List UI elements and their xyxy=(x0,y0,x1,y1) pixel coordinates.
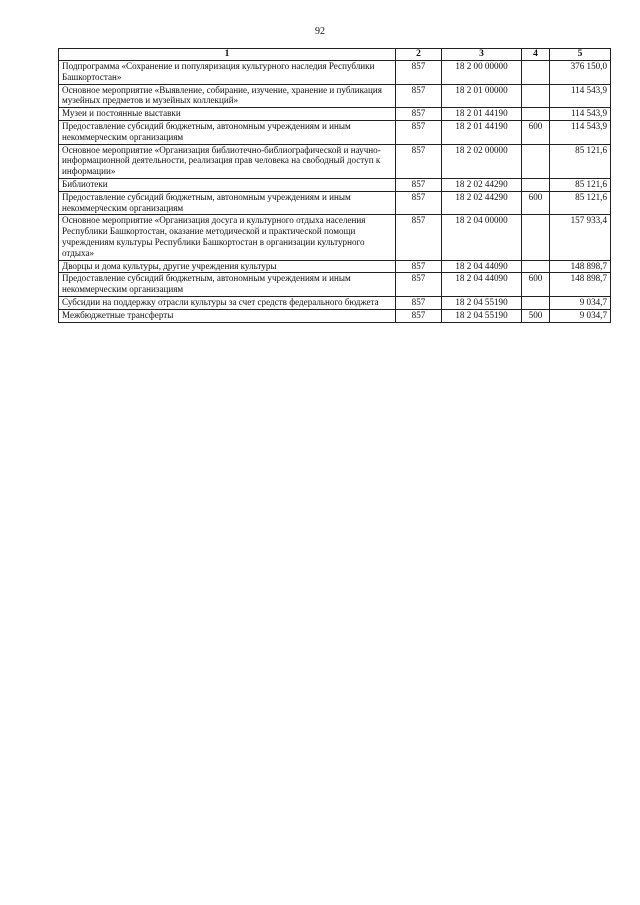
row-cs-cell: 18 2 02 44290 xyxy=(442,178,522,191)
row-gr-cell: 857 xyxy=(396,61,442,85)
row-sum-cell: 85 121,6 xyxy=(550,144,611,178)
row-cs-cell: 18 2 04 44090 xyxy=(442,273,522,297)
row-vr-cell xyxy=(522,84,550,108)
row-name-cell: Субсидии на поддержку отрасли культуры за счет средств федерального бюджета xyxy=(59,296,396,309)
row-cs-cell: 18 2 02 00000 xyxy=(442,144,522,178)
row-cs-cell: 18 2 04 55190 xyxy=(442,309,522,322)
row-name-cell: Подпрограмма «Сохранение и популяризация культурного наследия Республики Башкортостан» xyxy=(59,61,396,85)
row-cs-cell: 18 2 04 55190 xyxy=(442,296,522,309)
row-name-cell: Основное мероприятие «Организация библиотечно-библиографической и научно-информационной деятельности, реализация прав человека на свободный доступ к информации» xyxy=(59,144,396,178)
header-cell-vr: 4 xyxy=(522,49,550,61)
table-row xyxy=(59,178,611,191)
row-sum-cell: 114 543,9 xyxy=(550,108,611,121)
row-cs-cell: 18 2 04 00000 xyxy=(442,215,522,260)
row-vr-cell xyxy=(522,296,550,309)
row-name-cell: Предоставление субсидий бюджетным, автономным учреждениям и иным некоммерческим организациям xyxy=(59,191,396,215)
row-sum-cell: 114 543,9 xyxy=(550,84,611,108)
row-vr-cell: 600 xyxy=(522,191,550,215)
page-number: 92 xyxy=(315,26,325,37)
row-gr-cell: 857 xyxy=(396,309,442,322)
row-gr-cell: 857 xyxy=(396,273,442,297)
row-sum-cell: 148 898,7 xyxy=(550,273,611,297)
row-vr-cell xyxy=(522,61,550,85)
row-cs-cell: 18 2 02 44290 xyxy=(442,191,522,215)
row-sum-cell: 9 034,7 xyxy=(550,296,611,309)
row-name-cell: Музеи и постоянные выставки xyxy=(59,108,396,121)
row-sum-cell: 9 034,7 xyxy=(550,309,611,322)
row-vr-cell: 600 xyxy=(522,120,550,144)
row-name-cell: Библиотеки xyxy=(59,178,396,191)
row-sum-cell: 85 121,6 xyxy=(550,178,611,191)
row-gr-cell: 857 xyxy=(396,84,442,108)
row-cs-cell: 18 2 01 44190 xyxy=(442,108,522,121)
row-name-cell: Дворцы и дома культуры, другие учреждения культуры xyxy=(59,260,396,273)
row-gr-cell: 857 xyxy=(396,108,442,121)
row-name-cell: Межбюджетные трансферты xyxy=(59,309,396,322)
table-row xyxy=(59,215,611,260)
row-cs-cell: 18 2 01 44190 xyxy=(442,120,522,144)
table-row xyxy=(59,260,611,273)
row-sum-cell: 85 121,6 xyxy=(550,191,611,215)
header-cell-sum: 5 xyxy=(550,49,611,61)
table-row xyxy=(59,108,611,121)
row-gr-cell: 857 xyxy=(396,191,442,215)
table-row xyxy=(59,120,611,144)
row-gr-cell: 857 xyxy=(396,215,442,260)
table-row xyxy=(59,61,611,85)
row-sum-cell: 114 543,9 xyxy=(550,120,611,144)
row-name-cell: Предоставление субсидий бюджетным, автономным учреждениям и иным некоммерческим организациям xyxy=(59,120,396,144)
row-gr-cell: 857 xyxy=(396,296,442,309)
row-vr-cell: 500 xyxy=(522,309,550,322)
row-name-cell: Предоставление субсидий бюджетным, автономным учреждениям и иным некоммерческим организациям xyxy=(59,273,396,297)
row-vr-cell xyxy=(522,144,550,178)
row-gr-cell: 857 xyxy=(396,120,442,144)
table-row xyxy=(59,273,611,297)
row-vr-cell xyxy=(522,108,550,121)
table-row xyxy=(59,144,611,178)
table-row xyxy=(59,296,611,309)
header-row xyxy=(59,49,611,61)
table-header xyxy=(59,49,611,61)
row-vr-cell xyxy=(522,178,550,191)
row-gr-cell: 857 xyxy=(396,260,442,273)
row-name-cell: Основное мероприятие «Выявление, собирание, изучение, хранение и публикация музейных предметов и музейных коллекций» xyxy=(59,84,396,108)
row-sum-cell: 376 150,0 xyxy=(550,61,611,85)
row-vr-cell: 600 xyxy=(522,273,550,297)
header-cell-cs: 3 xyxy=(442,49,522,61)
header-cell-gr: 2 xyxy=(396,49,442,61)
table-row xyxy=(59,191,611,215)
budget-table xyxy=(58,48,611,323)
row-gr-cell: 857 xyxy=(396,144,442,178)
header-cell-name: 1 xyxy=(59,49,396,61)
table-row xyxy=(59,84,611,108)
row-vr-cell xyxy=(522,215,550,260)
row-vr-cell xyxy=(522,260,550,273)
row-cs-cell: 18 2 01 00000 xyxy=(442,84,522,108)
row-name-cell: Основное мероприятие «Организация досуга и культурного отдыха населения Республики Башкортостан, оказание методической и практической помощи учреждениям культуры Республики Башкортостан в организации культурного отдыха» xyxy=(59,215,396,260)
row-sum-cell: 148 898,7 xyxy=(550,260,611,273)
row-gr-cell: 857 xyxy=(396,178,442,191)
table-row xyxy=(59,309,611,322)
row-cs-cell: 18 2 04 44090 xyxy=(442,260,522,273)
row-cs-cell: 18 2 00 00000 xyxy=(442,61,522,85)
row-sum-cell: 157 933,4 xyxy=(550,215,611,260)
